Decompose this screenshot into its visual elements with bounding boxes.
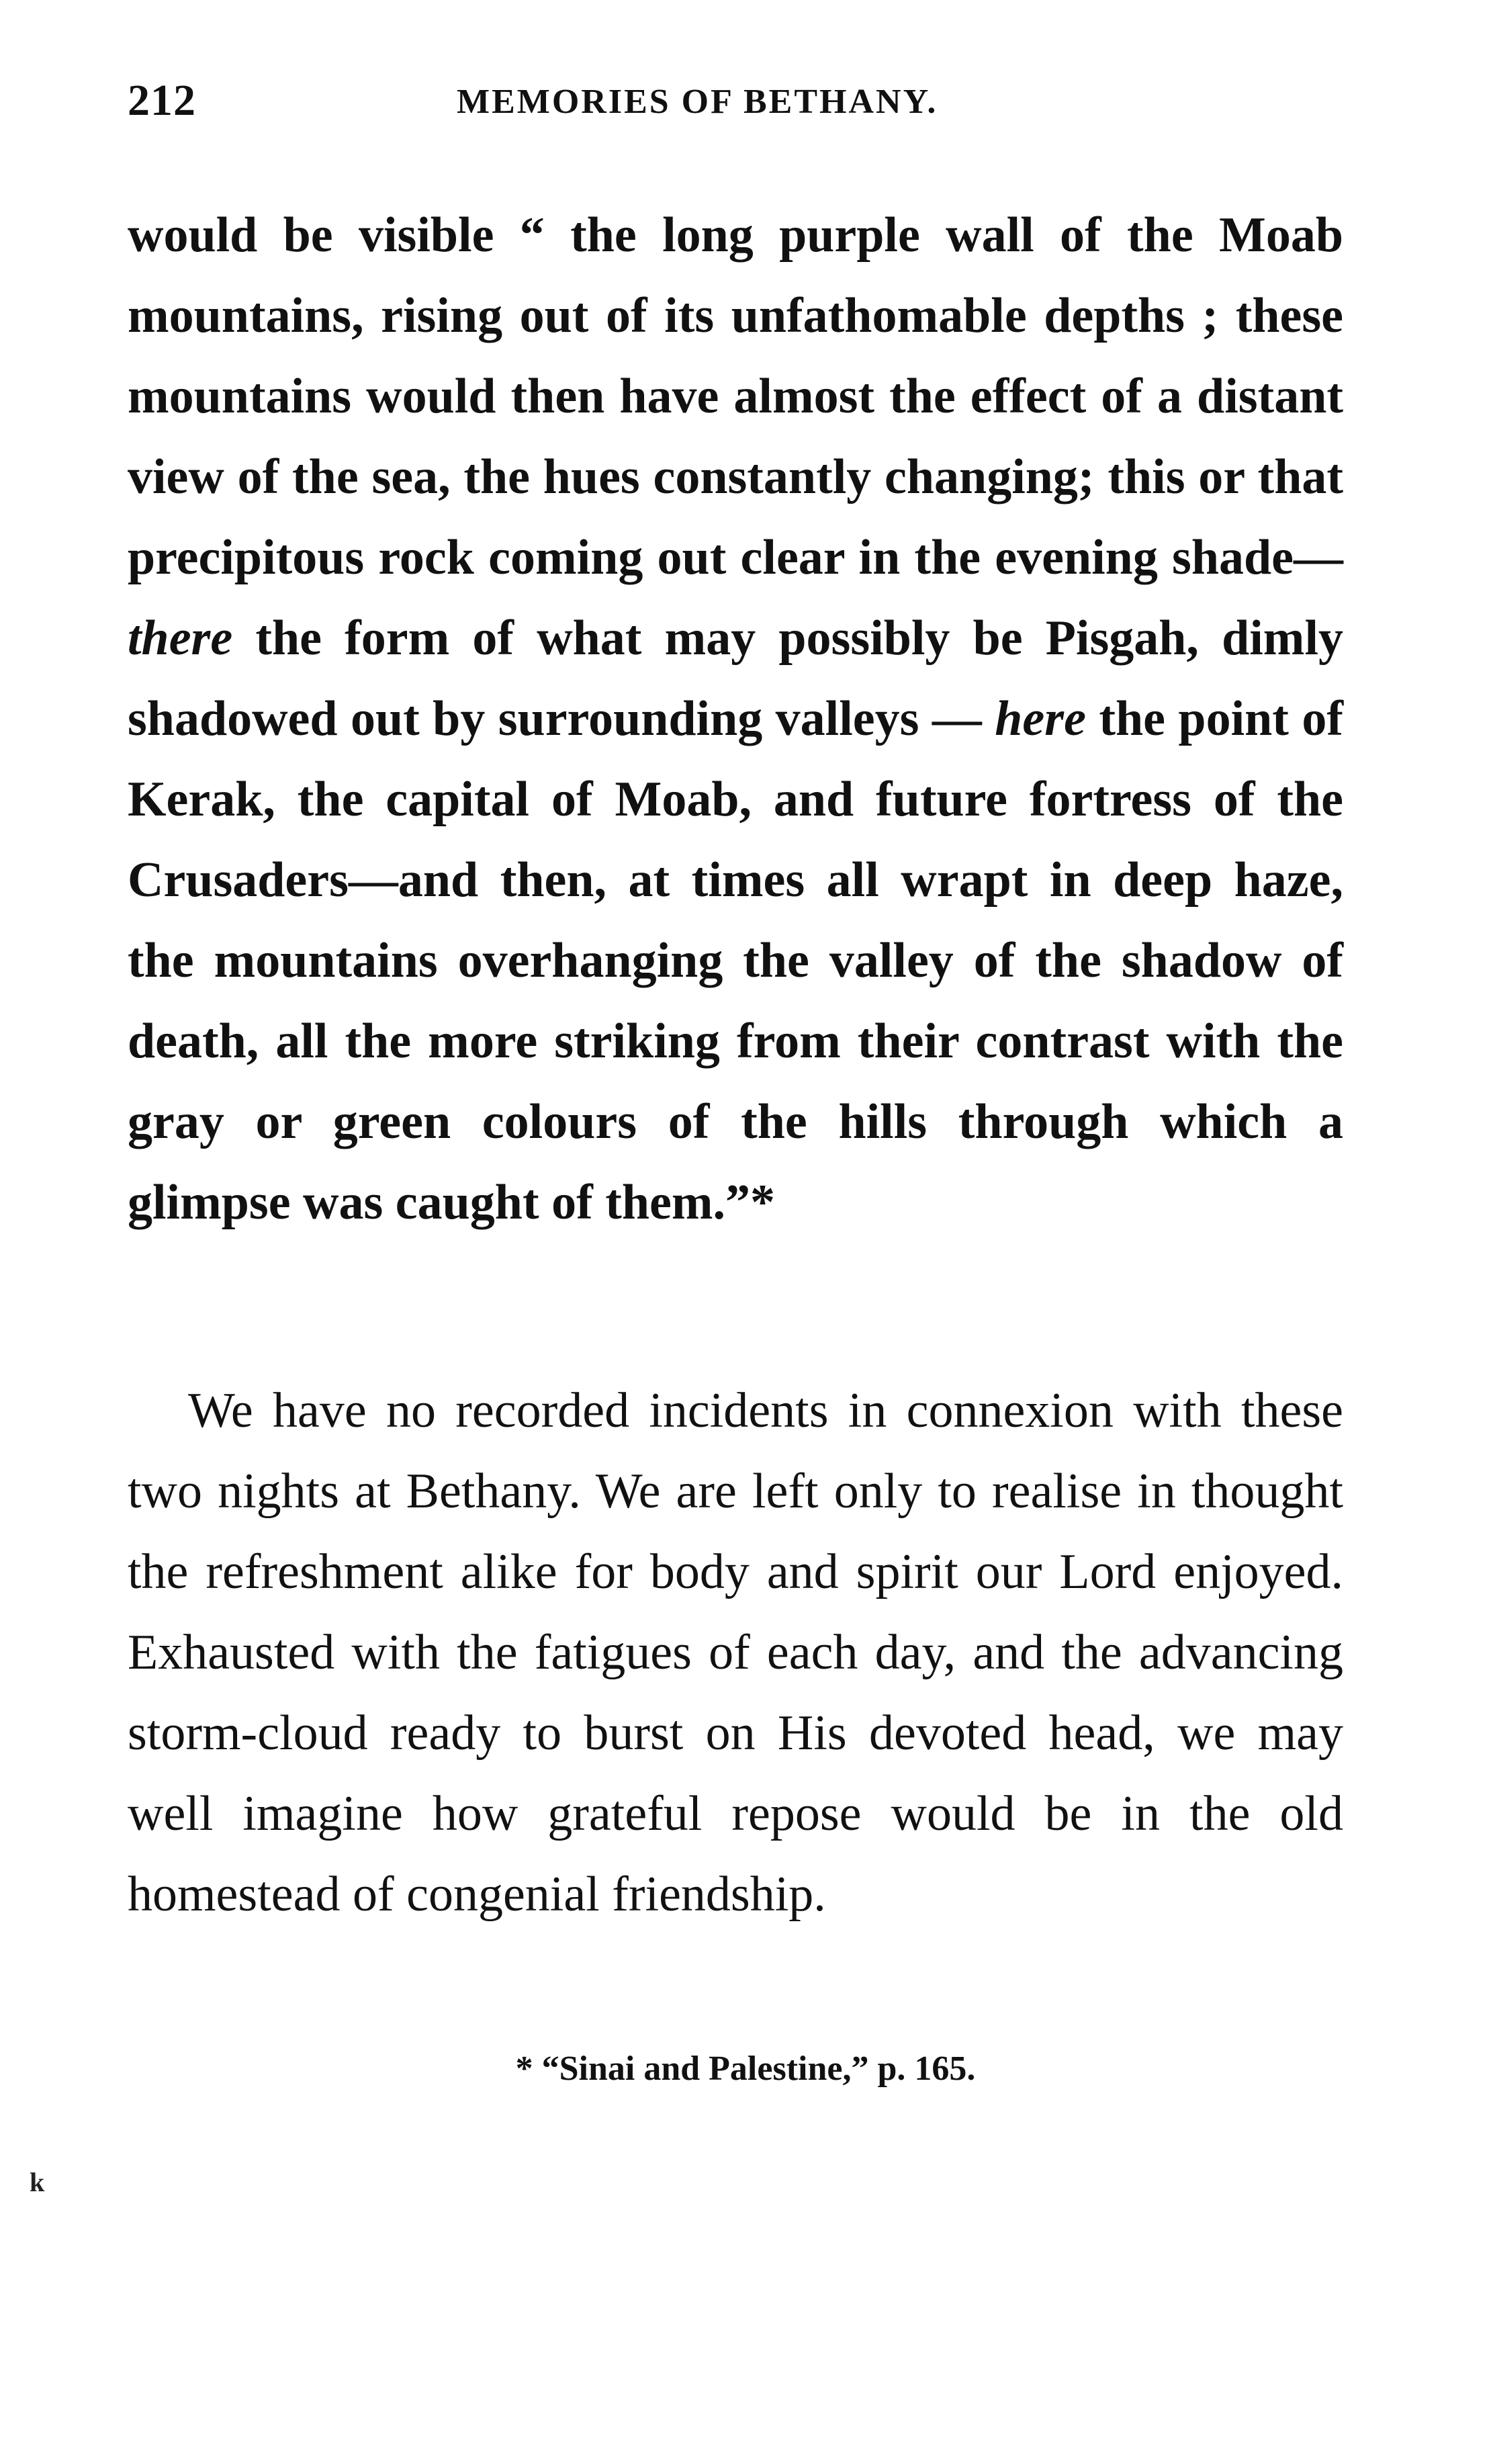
quotation-part-2: the form of what may possibly be Pisgah, dimly shadowed out by surrounding valleys — [128, 611, 1343, 746]
page-number: 212 [128, 76, 196, 125]
paragraph-quotation [128, 195, 1343, 1243]
quotation-italic-there: there [128, 611, 233, 666]
page-header [128, 75, 1343, 129]
quotation-part-1: would be visible “ the long purple wall of the Moab mountains, rising out of its unfathomable depths ; these mountains would then have almost the effect of a distant view of the sea, the hues constantly changing; this or that precipitous rock coming out clear in the evening shade— [128, 208, 1343, 585]
footnote: * “Sinai and Palestine,” p. 165. [515, 2050, 976, 2088]
margin-mark: k [30, 2167, 45, 2197]
quotation-italic-here: here [995, 691, 1086, 746]
running-head: MEMORIES OF BETHANY. [457, 83, 938, 121]
paragraph-narrative [128, 1370, 1343, 1935]
narrative-text: We have no recorded incidents in connexion with these two nights at Bethany. We are left only to realise in thought the refreshment alike for body and spirit our Lord enjoyed. Exhausted with the fatigues of each day, and the advancing storm-cloud ready to burst on His devoted head, we may well imagine how grateful repose would be in the old homestead of congenial friendship. [128, 1383, 1343, 1922]
quotation-text [128, 195, 1343, 1243]
quotation-part-3: the point of Kerak, the capital of Moab, and future fortress of the Crusaders—and then, at times all wrapt in deep haze, the mountains overhanging the valley of the shadow of death, all the more striking from their contrast with the gray or green colours of the hills through which a glimpse was caught of them.”* [128, 691, 1343, 1230]
